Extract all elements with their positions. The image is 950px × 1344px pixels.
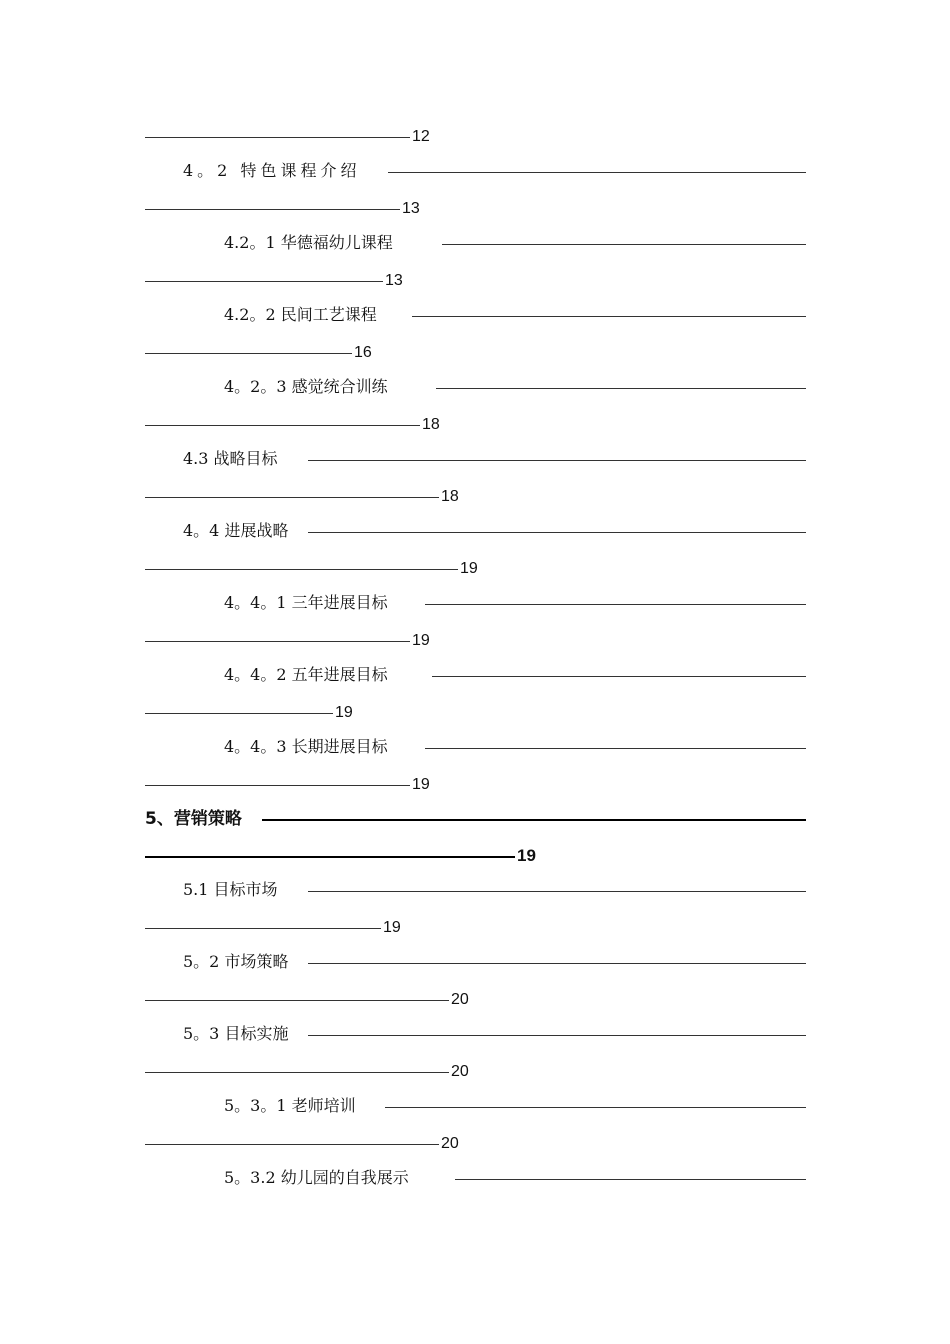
toc-page-number: 18 xyxy=(422,416,440,433)
toc-entry-label[interactable]: 4.2。2 民间工艺课程 xyxy=(224,305,377,324)
leader-line xyxy=(145,353,352,354)
toc-entry-label[interactable]: 5。3。1 老师培训 xyxy=(224,1096,356,1115)
leader-line xyxy=(145,137,410,138)
leader-line xyxy=(436,388,806,389)
toc-entry-label[interactable]: 5。2 市场策略 xyxy=(183,952,289,971)
leader-line xyxy=(145,1000,449,1001)
leader-line xyxy=(145,928,381,929)
toc-entry-label[interactable]: 4。4。1 三年进展目标 xyxy=(224,593,388,612)
toc-page-number: 13 xyxy=(402,200,420,217)
toc-page-number: 16 xyxy=(354,344,372,361)
leader-line xyxy=(385,1107,806,1108)
toc-entry-label[interactable]: 4。4。3 长期进展目标 xyxy=(224,737,388,756)
toc-entry-label[interactable]: 5.1 目标市场 xyxy=(183,880,278,899)
leader-line xyxy=(145,641,410,642)
leader-line xyxy=(145,569,458,570)
toc-page-number: 19 xyxy=(460,560,478,577)
toc-entry-label[interactable]: 5。3 目标实施 xyxy=(183,1024,289,1043)
leader-line xyxy=(145,785,410,786)
leader-line xyxy=(145,713,333,714)
leader-line xyxy=(455,1179,806,1180)
toc-entry-label[interactable]: 4。4 进展战略 xyxy=(183,521,289,540)
toc-entry-label[interactable]: 4。4。2 五年进展目标 xyxy=(224,665,388,684)
toc-entry-label[interactable]: 4。2 特色课程介绍 xyxy=(183,161,361,180)
leader-line xyxy=(145,281,383,282)
leader-line xyxy=(308,460,806,461)
toc-page-number: 19 xyxy=(335,704,353,721)
leader-line xyxy=(145,856,515,858)
leader-line xyxy=(145,425,420,426)
toc-page-number: 20 xyxy=(451,1063,469,1080)
leader-line xyxy=(308,891,806,892)
leader-line xyxy=(432,676,806,677)
toc-entry-label[interactable]: 5。3.2 幼儿园的自我展示 xyxy=(224,1168,409,1187)
leader-line xyxy=(425,748,806,749)
leader-line xyxy=(262,819,806,821)
leader-line xyxy=(145,209,400,210)
leader-line xyxy=(412,316,806,317)
toc-page-number: 13 xyxy=(385,272,403,289)
toc-page-number: 18 xyxy=(441,488,459,505)
toc-page-number: 20 xyxy=(451,991,469,1008)
toc-section-heading[interactable]: 5、营销策略 xyxy=(145,809,242,829)
leader-line xyxy=(442,244,806,245)
toc-entry-label[interactable]: 4.3 战略目标 xyxy=(183,449,278,468)
leader-line xyxy=(308,963,806,964)
toc-page-number: 20 xyxy=(441,1135,459,1152)
toc-entry-label[interactable]: 4.2。1 华德福幼儿课程 xyxy=(224,233,393,252)
leader-line xyxy=(308,532,806,533)
toc-page-number: 19 xyxy=(412,776,430,793)
leader-line xyxy=(145,497,439,498)
leader-line xyxy=(145,1144,439,1145)
toc-page-number: 19 xyxy=(517,846,536,865)
leader-line xyxy=(308,1035,806,1036)
leader-line xyxy=(388,172,806,173)
toc-page-number: 19 xyxy=(412,632,430,649)
leader-line xyxy=(425,604,806,605)
toc-page-number: 19 xyxy=(383,919,401,936)
leader-line xyxy=(145,1072,449,1073)
toc-page-number: 12 xyxy=(412,128,430,145)
toc-entry-label[interactable]: 4。2。3 感觉统合训练 xyxy=(224,377,388,396)
